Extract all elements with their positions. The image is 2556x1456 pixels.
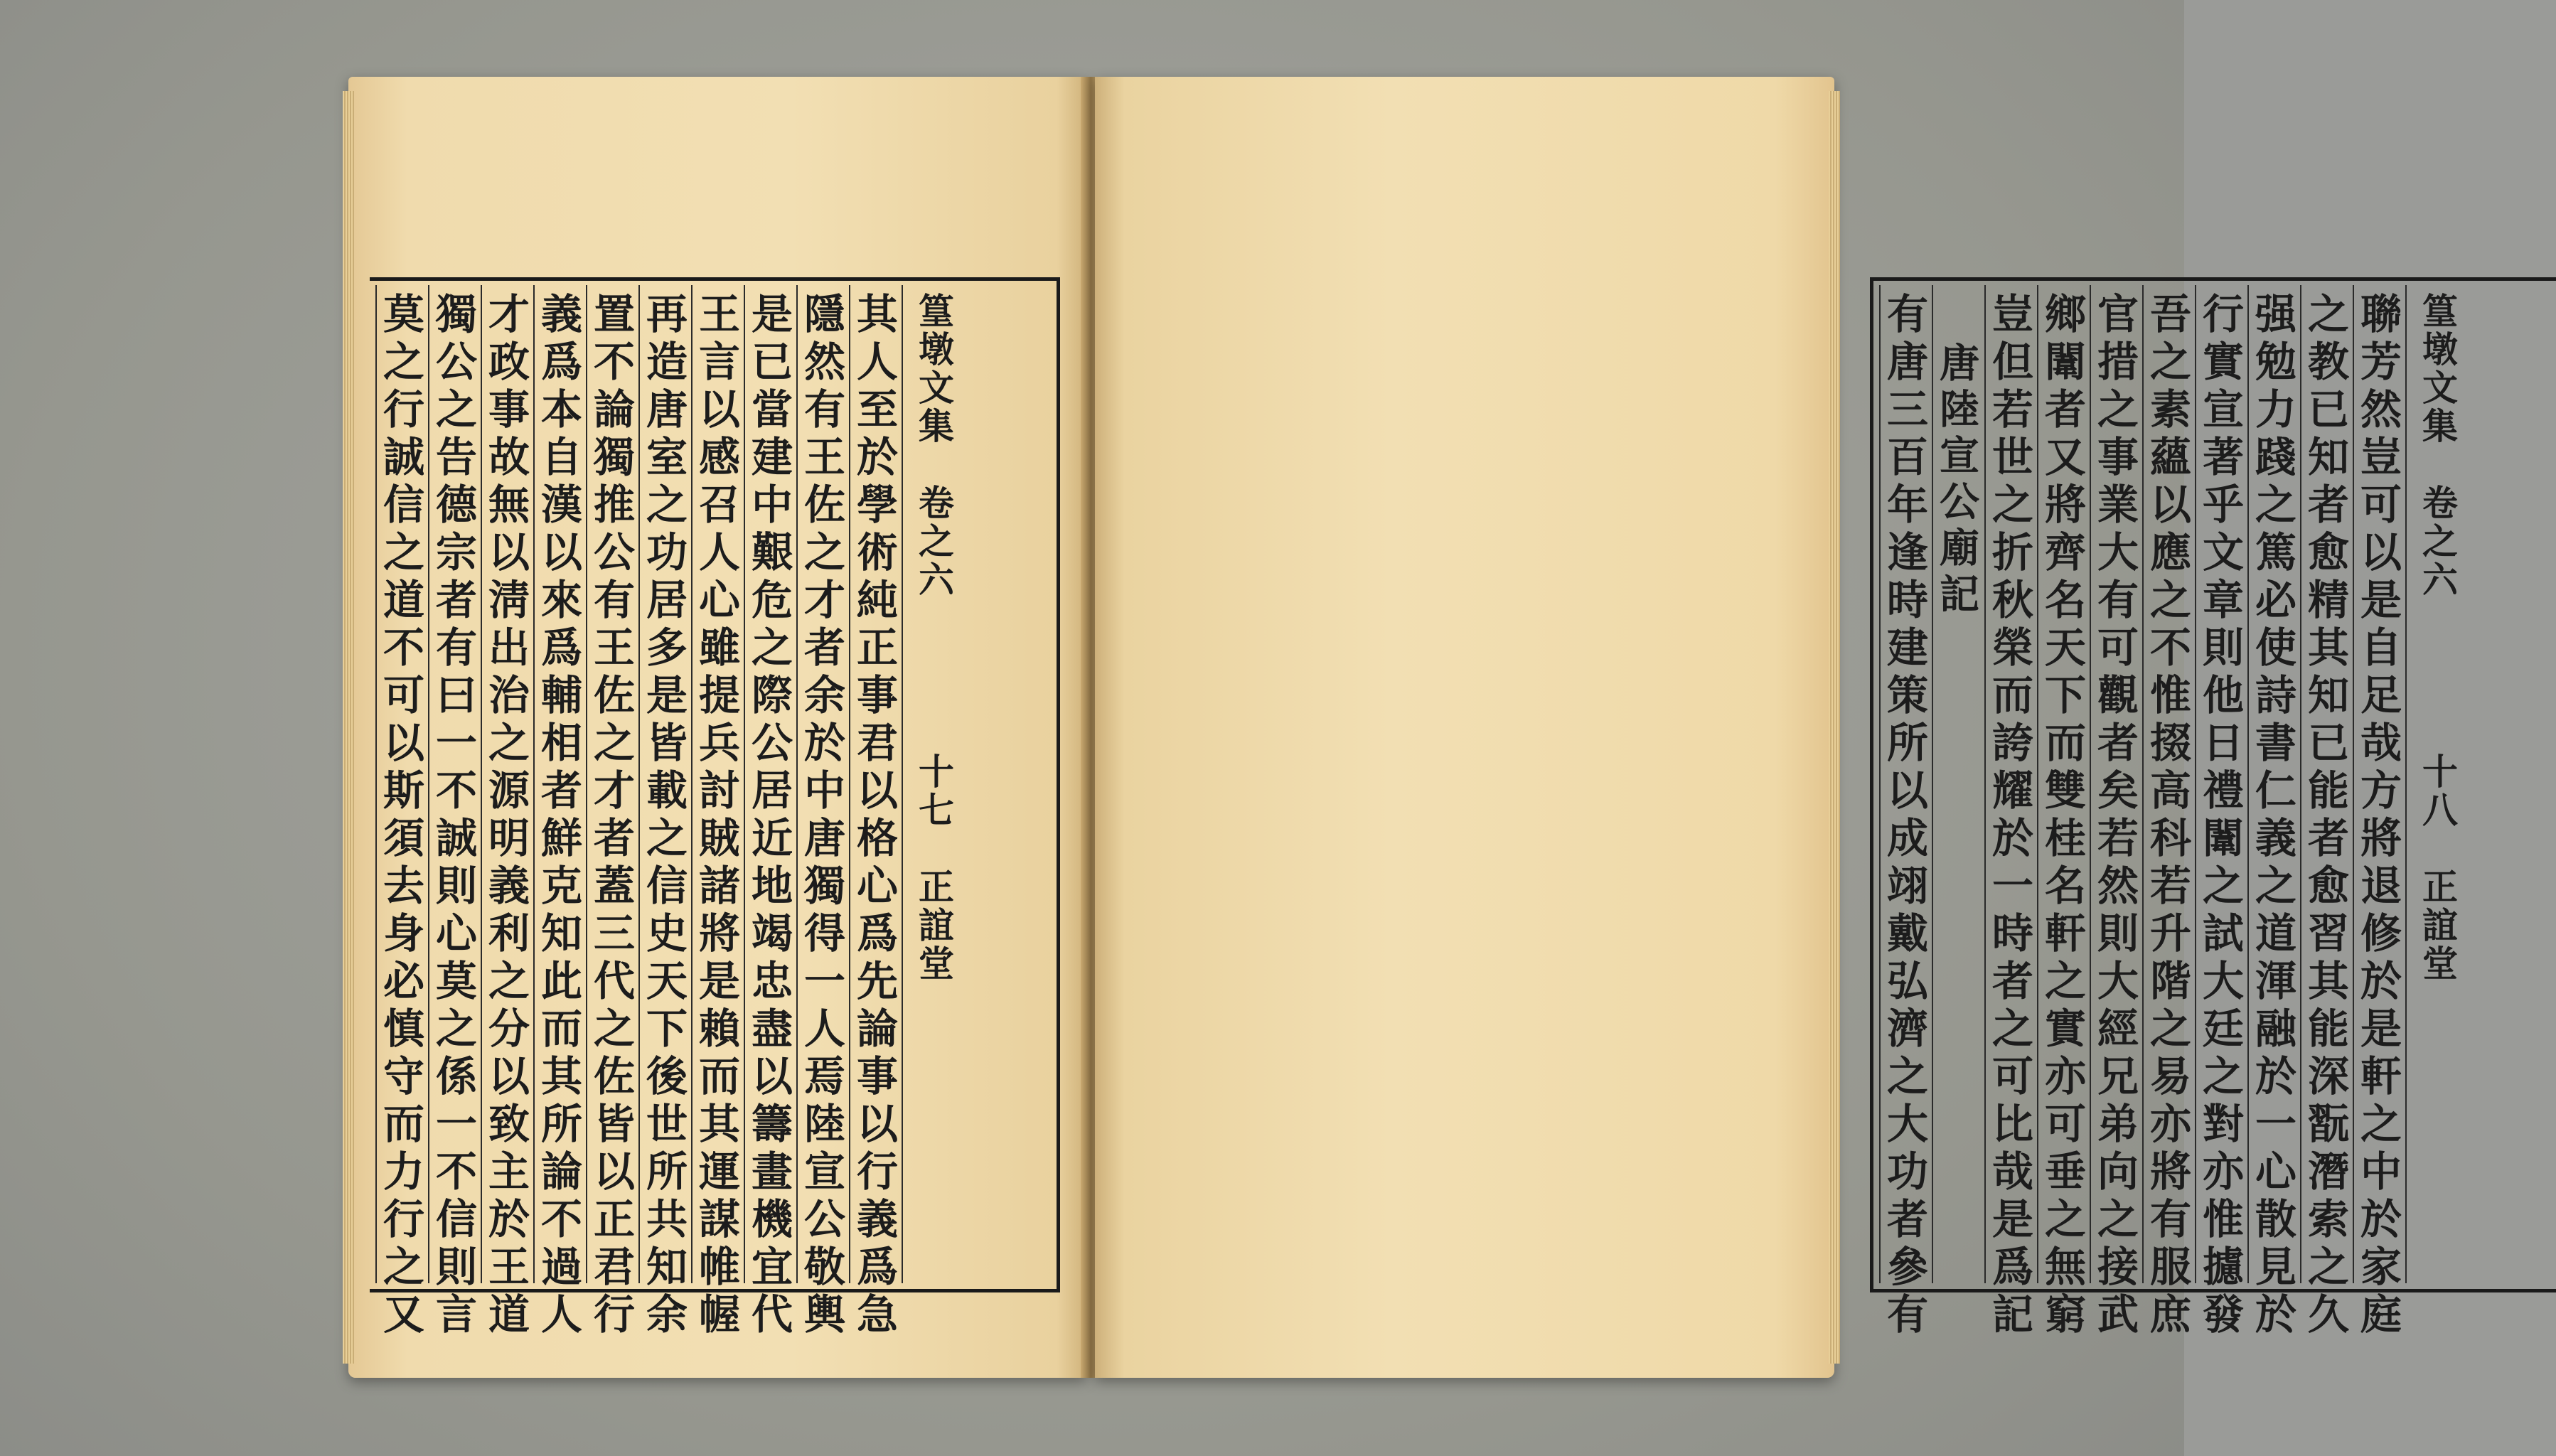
left-margin-title: 篁墩文集 <box>913 292 955 446</box>
left-margin-page: 十七 <box>913 753 955 830</box>
right-page-edge <box>1829 91 1840 1364</box>
left-column-7: 王言以感召人心雖提兵討賊諸將是賴而其運謀帷幄 <box>691 285 741 1283</box>
right-column-title: 唐陸宣公廟記 <box>1932 285 1982 1283</box>
right-column-3: 强勉力踐之篤必使詩書仁義之道渾融於一心散見於 <box>2247 285 2297 1283</box>
left-column-6: 再造唐室之功居多是皆載之信史天下後世所共知余 <box>638 285 688 1283</box>
left-page-edge <box>343 91 354 1364</box>
right-margin-hall: 正誼堂 <box>2417 868 2459 983</box>
right-column-8: 豈但若世之折秋榮而誇耀於一時者之可比哉是爲記 <box>1984 285 2034 1283</box>
left-column-3: 才政事故無以淸出治之源明義利之分以致主於王道 <box>481 285 530 1283</box>
right-column-2: 之教已知者愈精其知已能者愈習其能深翫潛索之久 <box>2300 285 2350 1283</box>
right-margin-title: 篁墩文集 <box>2417 292 2459 446</box>
right-margin-volume: 卷之六 <box>2417 484 2459 599</box>
right-column-4: 行實宣著乎文章則他日禮闈之試大廷之對亦惟攄發 <box>2195 285 2245 1283</box>
right-column-10: 有唐三百年逢時建策所以成翊戴弘濟之大功者參有 <box>1879 285 1929 1283</box>
open-book <box>348 77 2459 1378</box>
left-text-frame <box>370 277 1060 1340</box>
left-column-4: 義爲本自漢以來爲輔相者鮮克知此而其所論不過人 <box>533 285 583 1283</box>
right-margin-page: 十八 <box>2417 753 2459 830</box>
left-margin-hall: 正誼堂 <box>913 868 955 983</box>
right-column-5: 吾之素蘊以應之不惟掇高科若升階之易亦將有服庶 <box>2142 285 2192 1283</box>
right-column-7: 鄉闈者又將齊名天下而雙桂名軒之實亦可垂之無窮 <box>2037 285 2087 1283</box>
left-column-8: 是已當建中艱危之際公居近地竭忠盡以籌畫機宜代 <box>744 285 793 1283</box>
left-column-1: 莫之行誠信之道不可以斯須去身必慎守而力行之又 <box>375 285 425 1283</box>
right-text-frame <box>1870 277 2556 1340</box>
left-column-9: 隱然有王佐之才者余於中唐獨得一人焉陸宣公敬輿 <box>796 285 846 1283</box>
left-column-10: 其人至於學術純正事君以格心爲先論事以行義爲急 <box>849 285 899 1283</box>
right-column-1: 聯芳然豈可以是自足哉方將退修於是軒之中於家庭 <box>2353 285 2402 1283</box>
right-column-6: 官措之事業大有可觀者矣若然則大經兄弟向之接武 <box>2090 285 2139 1283</box>
left-column-2: 獨公之告德宗者有曰一不誠則心莫之係一不信則言 <box>428 285 478 1283</box>
left-margin-column <box>902 285 958 1283</box>
left-margin-volume: 卷之六 <box>913 484 955 599</box>
left-page <box>348 77 1086 1378</box>
right-page <box>1095 77 2459 1378</box>
right-margin-column <box>2405 285 2462 1283</box>
left-column-5: 置不論獨推公有王佐之才者蓋三代之佐皆以正君行 <box>586 285 636 1283</box>
